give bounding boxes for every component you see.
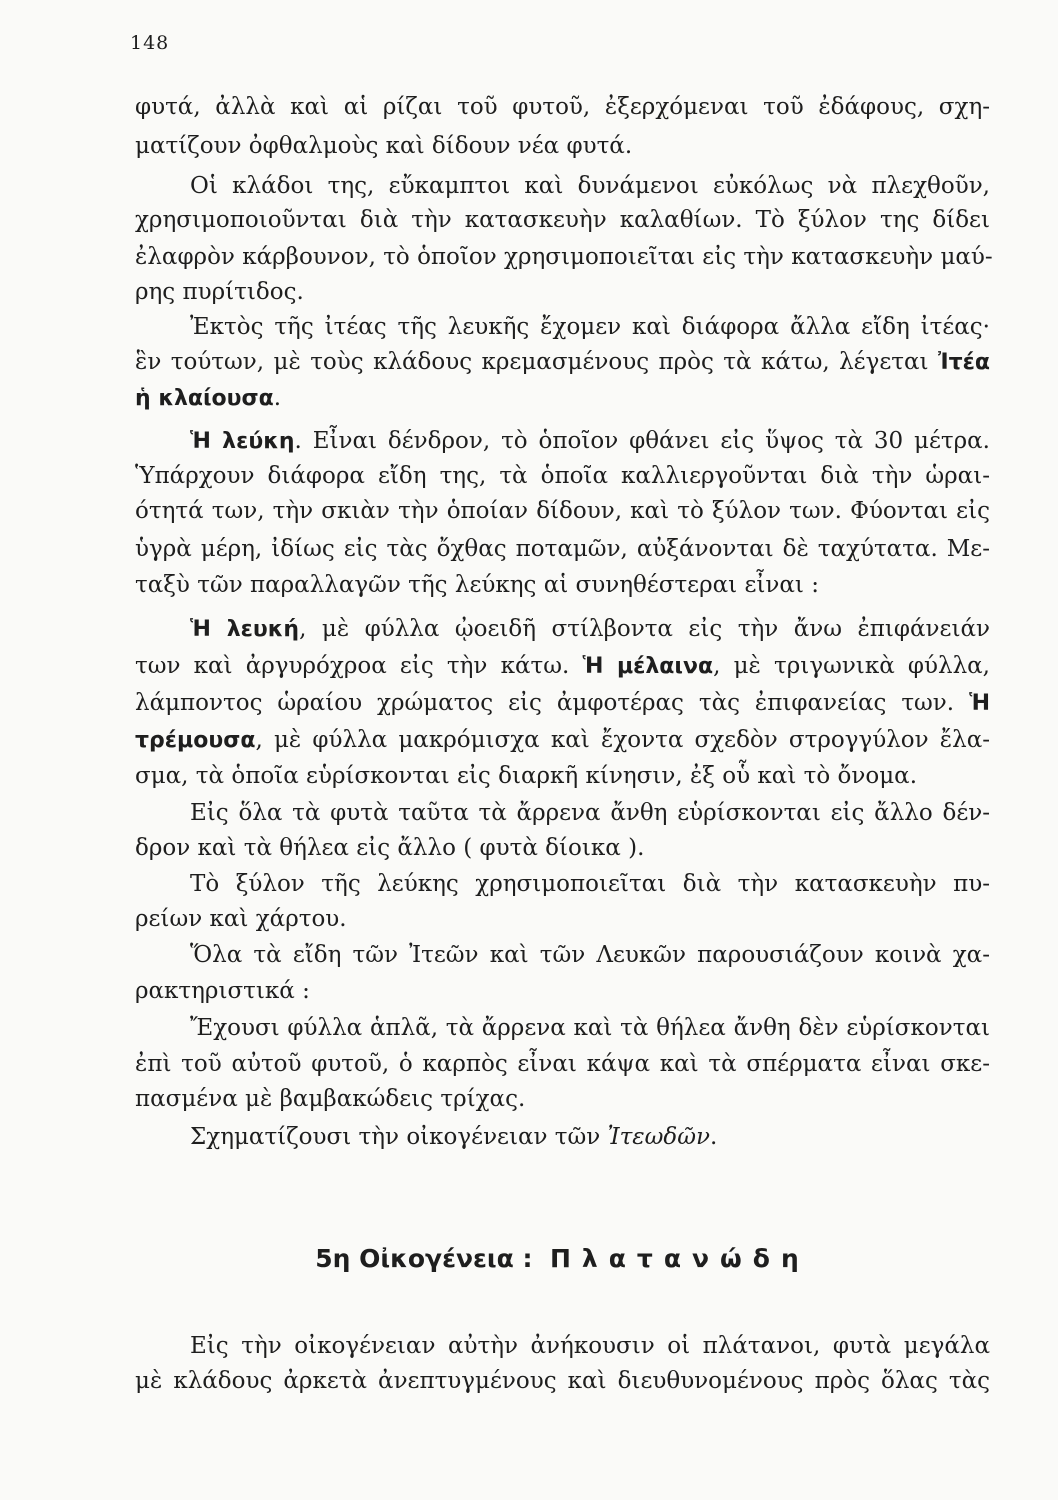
text-line: ματίζουν ὀφθαλμοὺς καὶ δίδουν νέα φυτά. <box>135 133 633 159</box>
text-line: Οἱ κλάδοι της, εὔκαμπτοι καὶ δυνάμενοι εὐκόλως νὰ πλεχθοῦν, <box>190 173 990 199</box>
text-line: Ἐκτὸς τῆς ἰτέας τῆς λευκῆς ἔχομεν καὶ διάφορα ἄλλα εἴδη ἰτέας· <box>190 314 990 340</box>
text-line: δρον καὶ τὰ θήλεα εἰς ἄλλο ( φυτὰ δίοικα ). <box>135 835 645 861</box>
text-line: μὲ κλάδους ἀρκετὰ ἀνεπτυγμένους καὶ διευθυνομένους πρὸς ὅλας τὰς <box>135 1368 990 1394</box>
heading-family-name: Πλατανώδη <box>549 1244 810 1273</box>
text-line: χρησιμοποιοῦνται διὰ τὴν κατασκευὴν καλαθίων. Τὸ ξύλον της δίδει <box>135 207 990 233</box>
page-number: 148 <box>130 32 170 54</box>
text-line: Εἰς τὴν οἰκογένειαν αὐτὴν ἀνήκουσιν οἱ πλάτανοι, φυτὰ μεγάλα <box>190 1333 990 1359</box>
text-line: τρέμουσα, μὲ φύλλα μακρόμισχα καὶ ἔχοντα σχεδὸν στρογγύλον ἔλα- <box>135 727 990 753</box>
bold-term: Ἡ μέλαινα <box>582 654 714 679</box>
bold-term: ἡ κλαίουσα <box>135 386 274 411</box>
text-line: σμα, τὰ ὁποῖα εὑρίσκονται εἰς διαρκῆ κίνησιν, ἐξ οὗ καὶ τὸ ὄνομα. <box>135 763 917 789</box>
text-line: Ἡ λεύκη. Εἶναι δένδρον, τὸ ὁποῖον φθάνει εἰς ὕψος τὰ 30 μέτρα. <box>190 428 990 454</box>
text-line: Εἰς ὅλα τὰ φυτὰ ταῦτα τὰ ἄρρενα ἄνθη εὑρίσκονται εἰς ἄλλο δέν- <box>190 800 990 826</box>
bold-term: Ἡ <box>969 691 991 716</box>
text-line: Ὅλα τὰ εἴδη τῶν Ἰτεῶν καὶ τῶν Λευκῶν παρουσιάζουν κοινὰ χα- <box>190 942 990 968</box>
text-line: ρης πυρίτιδος. <box>135 279 304 305</box>
text-line: φυτά, ἀλλὰ καὶ αἱ ρίζαι τοῦ φυτοῦ, ἐξερχόμεναι τοῦ ἐδάφους, σχη- <box>135 94 990 120</box>
text-line: ἐλαφρὸν κάρβουνον, τὸ ὁποῖον χρησιμοποιεῖται εἰς τὴν κατασκευὴν μαύ- <box>135 244 993 270</box>
text-line: ότητά των, τὴν σκιὰν τὴν ὁποίαν δίδουν, καὶ τὸ ξύλον των. Φύονται εἰς <box>135 498 990 524</box>
text-line: ταξὺ τῶν παραλλαγῶν τῆς λεύκης αἱ συνηθέστεραι εἶναι : <box>135 572 820 598</box>
text-line: πασμένα μὲ βαμβακώδεις τρίχας. <box>135 1086 526 1112</box>
family-name: Ἰτεωδῶν <box>607 1124 710 1150</box>
bold-term: τρέμουσα <box>135 728 256 753</box>
text-line: ρακτηριστικά : <box>135 978 310 1004</box>
text-line: ἓν τούτων, μὲ τοὺς κλάδους κρεμασμένους πρὸς τὰ κάτω, λέγεται Ἰτέα <box>135 349 991 375</box>
heading-prefix: 5η Οἰκογένεια : <box>315 1244 533 1273</box>
text-line: λάμποντος ὡραίου χρώματος εἰς ἀμφοτέρας τὰς ἐπιφανείας των. Ἡ <box>135 690 991 716</box>
bold-term: Ἡ λεύκη <box>190 429 295 454</box>
text-line: Ἡ λευκή, μὲ φύλλα ᾠοειδῆ στίλβοντα εἰς τὴν ἄνω ἐπιφάνειάν <box>190 616 990 642</box>
text-line: ἐπὶ τοῦ αὐτοῦ φυτοῦ, ὁ καρπὸς εἶναι κάψα καὶ τὰ σπέρματα εἶναι σκε- <box>135 1051 990 1077</box>
section-heading <box>135 1243 990 1275</box>
text-line: Ἔχουσι φύλλα ἁπλᾶ, τὰ ἄρρενα καὶ τὰ θήλεα ἄνθη δὲν εὑρίσκονται <box>190 1015 990 1041</box>
text-line: ἡ κλαίουσα. <box>135 385 282 411</box>
text-line: Τὸ ξύλον τῆς λεύκης χρησιμοποιεῖται διὰ τὴν κατασκευὴν πυ- <box>190 871 990 897</box>
bold-term: Ἡ λευκή <box>190 617 300 642</box>
text-line: Ὑπάρχουν διάφορα εἴδη της, τὰ ὁποῖα καλλιεργοῦνται διὰ τὴν ὡραι- <box>135 463 990 489</box>
text-line: Σχηματίζουσι τὴν οἰκογένειαν τῶν Ἰτεωδῶν. <box>190 1124 718 1150</box>
text-line: ρείων καὶ χάρτου. <box>135 906 347 932</box>
bold-term: Ἰτέα <box>937 350 991 375</box>
text-line: ὑγρὰ μέρη, ἰδίως εἰς τὰς ὄχθας ποταμῶν, αὐξάνονται δὲ ταχύτατα. Με- <box>135 536 990 562</box>
text-line: των καὶ ἀργυρόχροα εἰς τὴν κάτω. Ἡ μέλαινα, μὲ τριγωνικὰ φύλλα, <box>135 653 990 679</box>
